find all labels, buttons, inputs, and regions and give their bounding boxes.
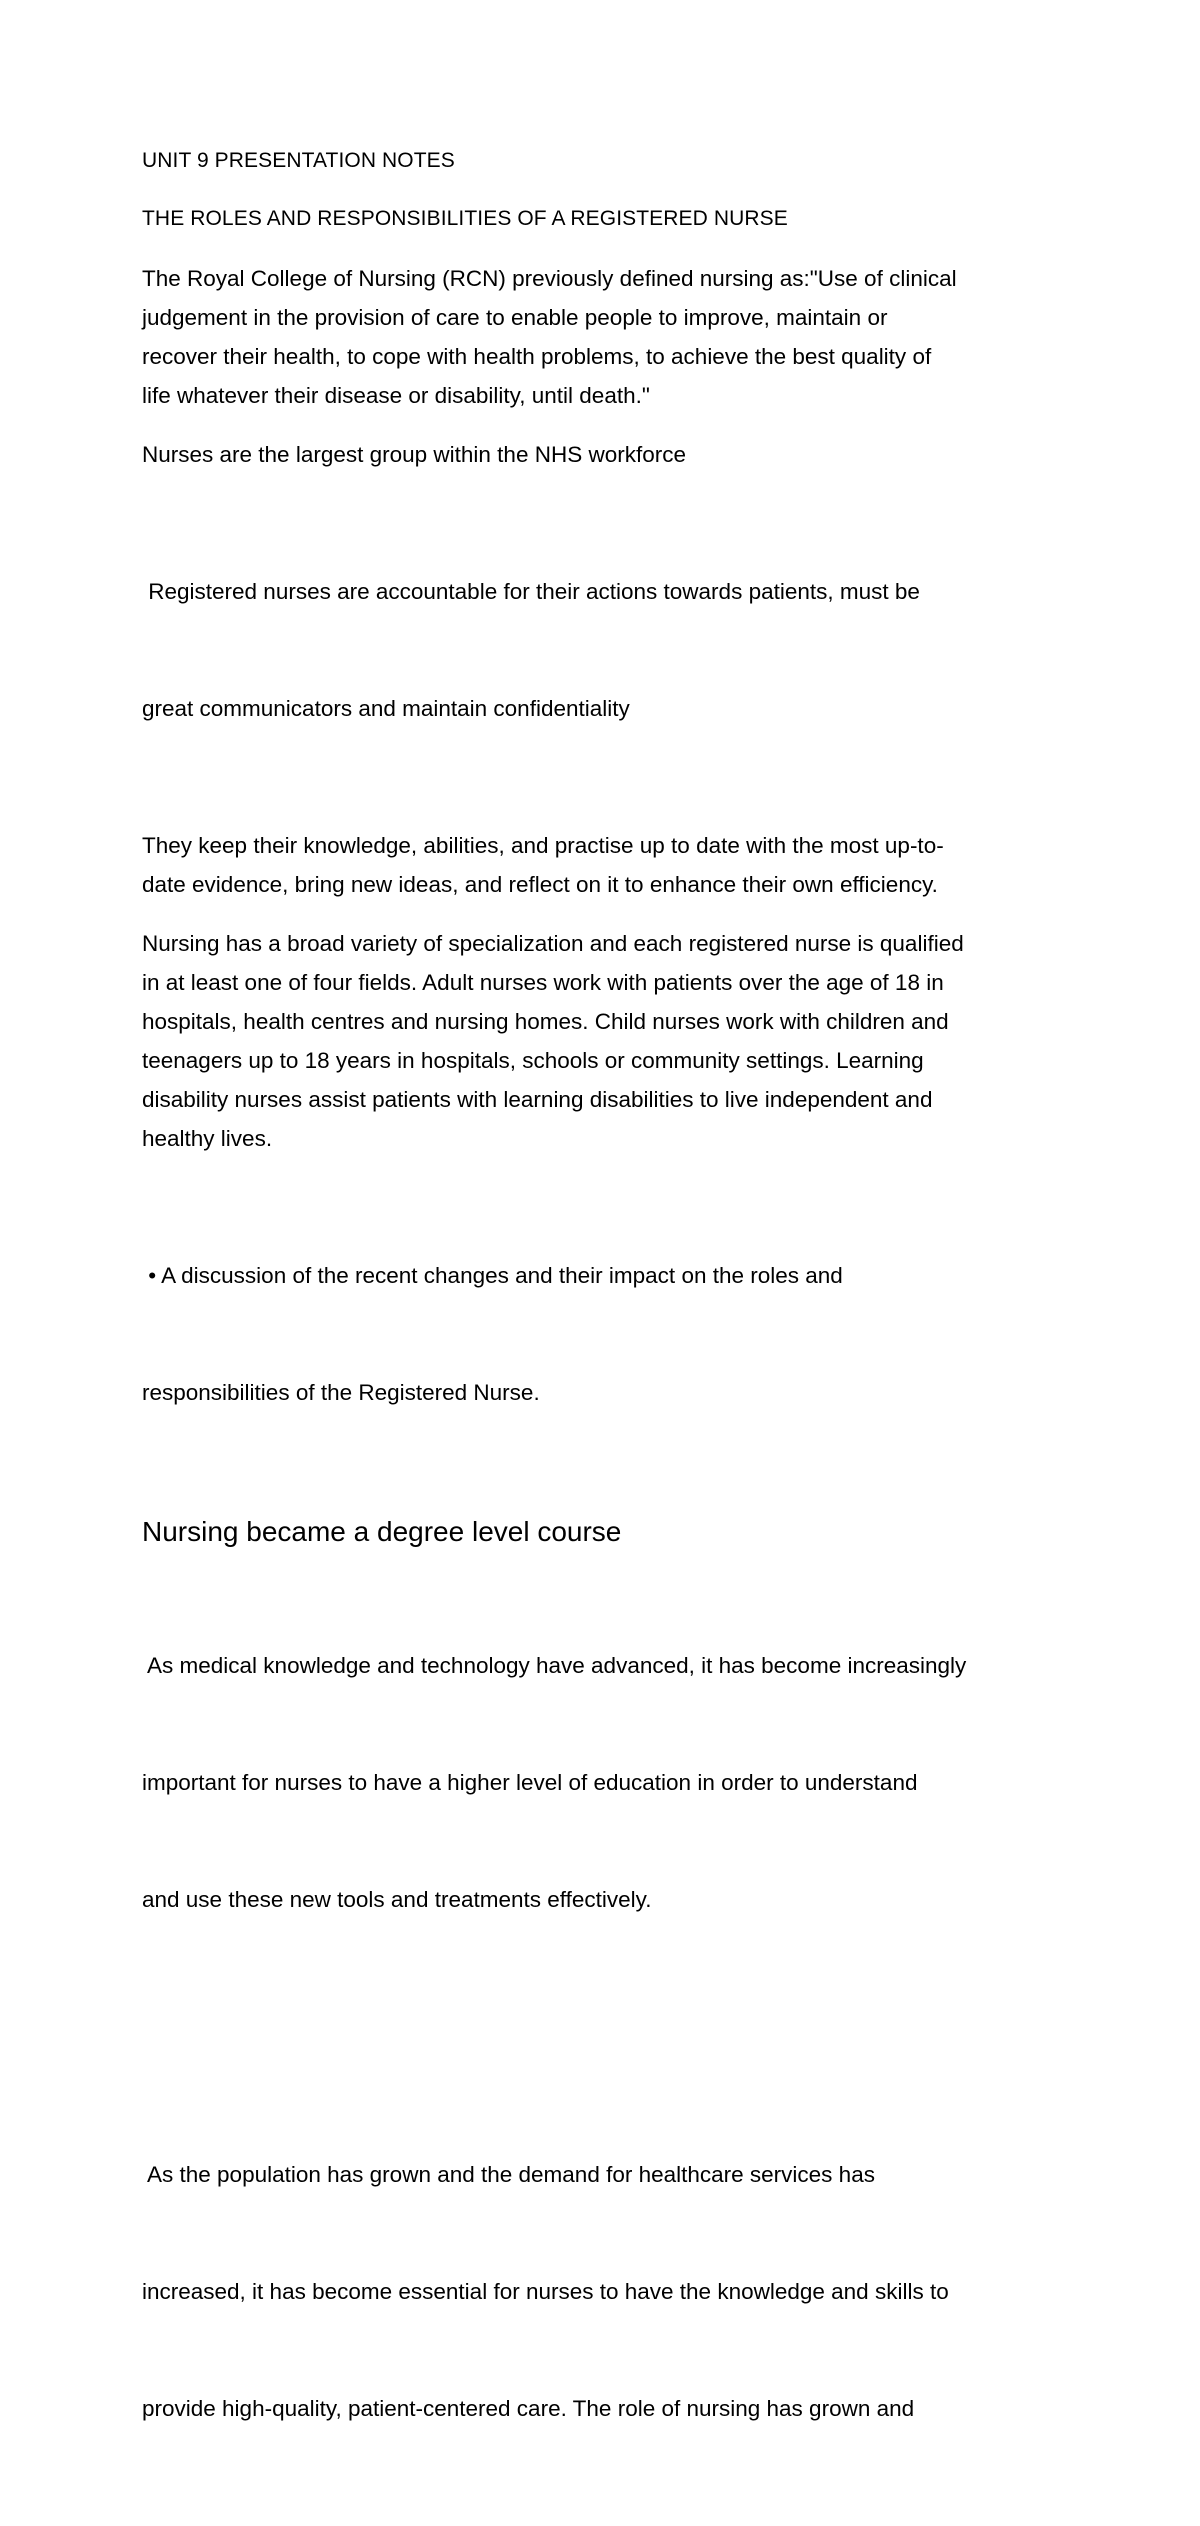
text-line: in at least one of four fields. Adult nurses work with patients over the age of 18 in xyxy=(142,970,944,995)
text-line: The Royal College of Nursing (RCN) previously defined nursing as:"Use of clinical xyxy=(142,266,957,291)
paragraph-nhs-workforce xyxy=(142,435,1062,474)
unit-title: UNIT 9 PRESENTATION NOTES xyxy=(142,149,455,172)
text-line: increased, it has become essential for nurses to have the knowledge and skills to xyxy=(142,2279,949,2304)
text-line: Nursing has a broad variety of specialization and each registered nurse is qualified xyxy=(142,931,964,956)
text-line: important for nurses to have a higher level of education in order to understand xyxy=(142,1770,918,1795)
paragraph-specialization xyxy=(142,924,1062,1158)
text-line: They keep their knowledge, abilities, and practise up to date with the most up-to- xyxy=(142,833,944,858)
text-line: great communicators and maintain confidentiality xyxy=(142,696,630,721)
text-line: hospitals, health centres and nursing homes. Child nurses work with children and xyxy=(142,1009,949,1034)
document-subtitle: THE ROLES AND RESPONSIBILITIES OF A REGISTERED NURSE xyxy=(142,207,788,230)
text-line: Nurses are the largest group within the NHS workforce xyxy=(142,442,686,467)
text-line: responsibilities of the Registered Nurse. xyxy=(142,1380,540,1405)
text-line: • A discussion of the recent changes and their impact on the roles and xyxy=(142,1263,843,1288)
text-line: As the population has grown and the demand for healthcare services has xyxy=(142,2162,875,2187)
text-line: As medical knowledge and technology have advanced, it has become increasingly xyxy=(142,1653,967,1678)
spacer xyxy=(142,2017,1062,2077)
text-line: life whatever their disease or disability, until death." xyxy=(142,383,650,408)
text-line: judgement in the provision of care to enable people to improve, maintain or xyxy=(142,305,888,330)
paragraph-education xyxy=(142,1568,1062,1997)
text-line: disability nurses assist patients with learning disabilities to live independent and xyxy=(142,1087,933,1112)
paragraph-population xyxy=(142,2077,1062,2506)
text-line: teenagers up to 18 years in hospitals, schools or community settings. Learning xyxy=(142,1048,924,1073)
paragraph-knowledge xyxy=(142,826,1062,904)
text-line: healthy lives. xyxy=(142,1126,273,1151)
document-body xyxy=(142,143,1062,2526)
text-line: Registered nurses are accountable for their actions towards patients, must be xyxy=(142,579,920,604)
section-heading: Nursing became a degree level course xyxy=(142,1516,622,1547)
paragraph-rcn-definition xyxy=(142,259,1062,415)
text-line: and use these new tools and treatments effectively. xyxy=(142,1887,652,1912)
text-line: date evidence, bring new ideas, and reflect on it to enhance their own efficiency. xyxy=(142,872,938,897)
paragraph-accountability xyxy=(142,494,1062,806)
text-line: recover their health, to cope with health problems, to achieve the best quality of xyxy=(142,344,932,369)
bullet-discussion xyxy=(142,1178,1062,1490)
text-line: provide high-quality, patient-centered care. The role of nursing has grown and xyxy=(142,2396,915,2421)
